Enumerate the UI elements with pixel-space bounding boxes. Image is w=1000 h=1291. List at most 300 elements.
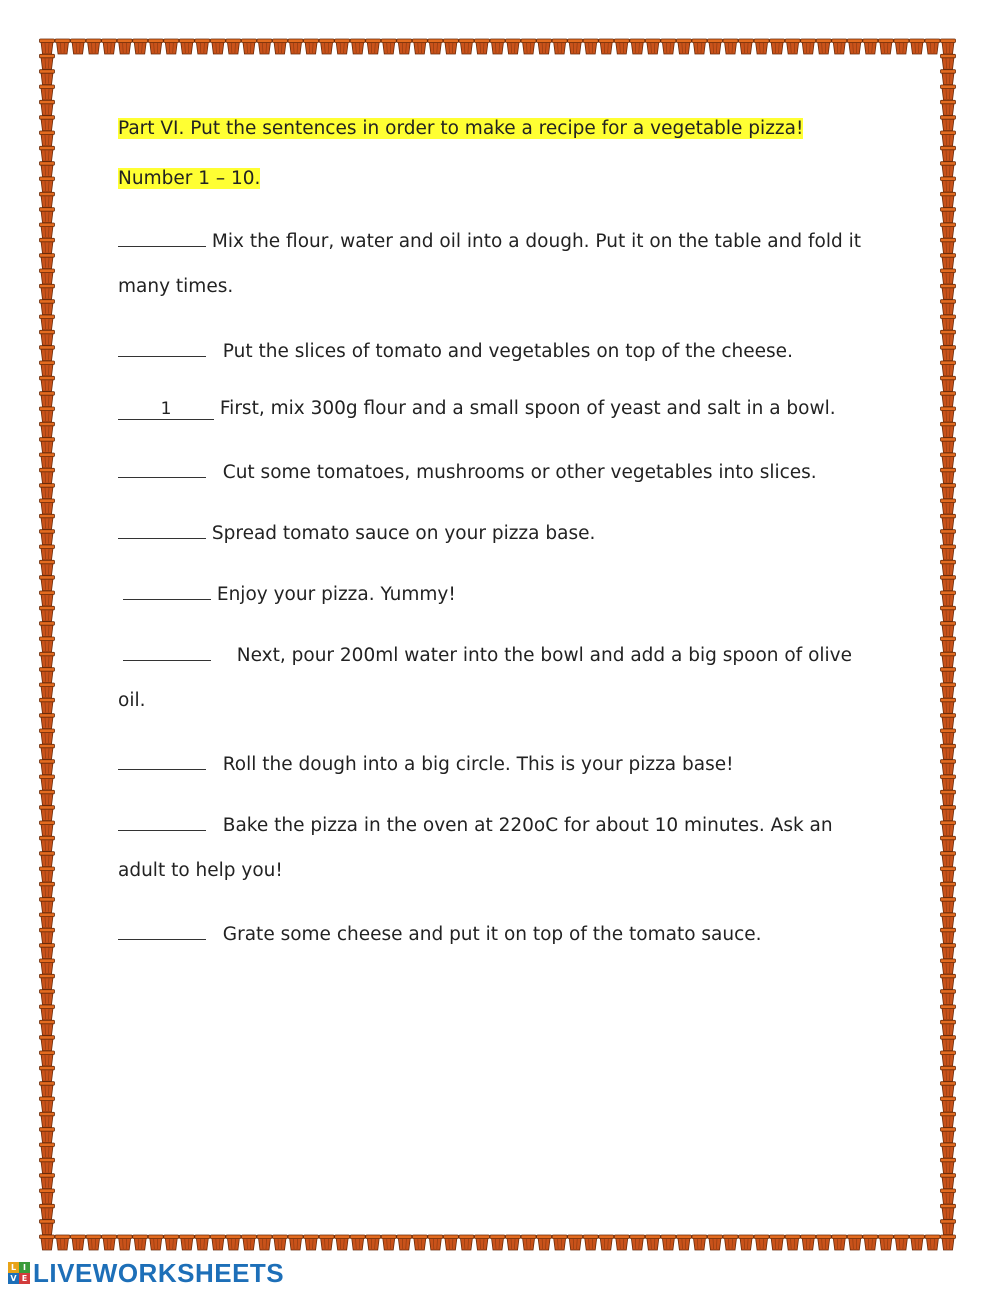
flowerpot-icon bbox=[941, 392, 956, 407]
flowerpot-icon bbox=[941, 1066, 956, 1081]
flowerpot-icon bbox=[941, 775, 956, 790]
answer-blank[interactable]: 1 bbox=[118, 399, 214, 420]
flowerpot-icon bbox=[739, 1235, 754, 1250]
flowerpot-icon bbox=[692, 39, 707, 54]
flowerpot-icon bbox=[40, 668, 55, 683]
flowerpot-icon bbox=[40, 514, 55, 529]
item-continuation: adult to help you! bbox=[118, 860, 283, 881]
flowerpot-icon bbox=[537, 39, 552, 54]
item-text: Mix the flour, water and oil into a dough. Put it on the table and fold it bbox=[211, 231, 861, 252]
flowerpot-icon bbox=[941, 1112, 956, 1127]
flowerpot-icon bbox=[459, 1235, 474, 1250]
flowerpot-icon bbox=[707, 39, 722, 54]
item-text: First, mix 300g flour and a small spoon of yeast and salt in a bowl. bbox=[219, 398, 836, 419]
item-text: Spread tomato sauce on your pizza base. bbox=[211, 523, 596, 544]
flowerpot-icon bbox=[941, 1204, 956, 1219]
flowerpot-icon bbox=[941, 177, 956, 192]
flowerpot-icon bbox=[40, 622, 55, 637]
flowerpot-icon bbox=[40, 422, 55, 437]
flowerpot-icon bbox=[894, 39, 909, 54]
flowerpot-icon bbox=[599, 39, 614, 54]
flowerpot-icon bbox=[909, 39, 924, 54]
flowerpot-icon bbox=[941, 70, 956, 85]
flowerpot-icon bbox=[941, 913, 956, 928]
flowerpot-icon bbox=[55, 1235, 70, 1250]
flowerpot-icon bbox=[941, 668, 956, 683]
flowerpot-icon bbox=[40, 560, 55, 575]
flowerpot-icon bbox=[40, 652, 55, 667]
flowerpot-icon bbox=[941, 39, 956, 54]
flowerpot-icon bbox=[863, 39, 878, 54]
flowerpot-icon bbox=[40, 637, 55, 652]
item-text: Bake the pizza in the oven at 220oC for about 10 minutes. Ask an bbox=[222, 815, 833, 836]
flowerpot-icon bbox=[474, 39, 489, 54]
logo-text: LIVEWORKSHEETS bbox=[33, 1257, 285, 1288]
item-text: Grate some cheese and put it on top of the tomato sauce. bbox=[222, 924, 762, 945]
flowerpot-icon bbox=[941, 760, 956, 775]
flowerpot-icon bbox=[941, 683, 956, 698]
flowerpot-icon bbox=[210, 39, 225, 54]
flowerpot-icon bbox=[941, 346, 956, 361]
flowerpot-icon bbox=[847, 1235, 862, 1250]
flowerpot-icon bbox=[941, 1158, 956, 1173]
flowerpot-icon bbox=[599, 1235, 614, 1250]
flowerpot-icon bbox=[941, 85, 956, 100]
flowerpot-icon bbox=[941, 1143, 956, 1158]
item-continuation: oil. bbox=[118, 690, 146, 711]
flowerpot-icon bbox=[801, 1235, 816, 1250]
flowerpot-icon bbox=[941, 990, 956, 1005]
flowerpot-icon bbox=[941, 836, 956, 851]
flowerpot-icon bbox=[941, 269, 956, 284]
flowerpot-icon bbox=[941, 453, 956, 468]
flowerpot-icon bbox=[770, 1235, 785, 1250]
flowerpot-icon bbox=[55, 39, 70, 54]
list-item bbox=[118, 336, 888, 365]
flowerpot-icon bbox=[521, 1235, 536, 1250]
flowerpot-icon bbox=[102, 1235, 117, 1250]
flowerpot-icon bbox=[941, 100, 956, 115]
flowerpot-icon bbox=[40, 468, 55, 483]
flowerpot-icon bbox=[443, 1235, 458, 1250]
flowerpot-icon bbox=[40, 714, 55, 729]
flowerpot-icon bbox=[941, 131, 956, 146]
flowerpot-icon bbox=[941, 928, 956, 943]
flowerpot-icon bbox=[692, 1235, 707, 1250]
answer-blank[interactable] bbox=[118, 518, 206, 539]
flowerpot-icon bbox=[273, 39, 288, 54]
flowerpot-icon bbox=[754, 1235, 769, 1250]
flowerpot-icon bbox=[941, 530, 956, 545]
flowerpot-icon bbox=[941, 622, 956, 637]
flowerpot-icon bbox=[506, 39, 521, 54]
flowerpot-icon bbox=[941, 806, 956, 821]
flowerpot-icon bbox=[941, 729, 956, 744]
flowerpot-icon bbox=[941, 1036, 956, 1051]
flowerpot-icon bbox=[941, 790, 956, 805]
flowerpot-icon bbox=[941, 652, 956, 667]
flowerpot-icon bbox=[40, 1235, 55, 1250]
flowerpot-icon bbox=[412, 1235, 427, 1250]
flowerpot-icon bbox=[40, 944, 55, 959]
flowerpot-icon bbox=[164, 39, 179, 54]
flowerpot-icon bbox=[40, 698, 55, 713]
flowerpot-icon bbox=[40, 1204, 55, 1219]
flowerpot-icon bbox=[474, 1235, 489, 1250]
flowerpot-icon bbox=[40, 1036, 55, 1051]
flowerpot-icon bbox=[319, 1235, 334, 1250]
flowerpot-icon bbox=[941, 1128, 956, 1143]
flowerpot-icon bbox=[179, 1235, 194, 1250]
answer-blank[interactable] bbox=[118, 226, 206, 247]
flowerpot-icon bbox=[723, 39, 738, 54]
flowerpot-icon bbox=[86, 1235, 101, 1250]
flowerpot-icon bbox=[568, 39, 583, 54]
flowerpot-icon bbox=[785, 1235, 800, 1250]
flowerpot-icon bbox=[941, 1189, 956, 1204]
flowerpot-icon bbox=[40, 683, 55, 698]
flowerpot-icon bbox=[40, 1128, 55, 1143]
flowerpot-icon bbox=[941, 192, 956, 207]
flowerpot-icon bbox=[878, 39, 893, 54]
flowerpot-icon bbox=[40, 376, 55, 391]
flowerpot-icon bbox=[40, 223, 55, 238]
flowerpot-icon bbox=[40, 1220, 55, 1235]
flowerpot-icon bbox=[941, 867, 956, 882]
flowerpot-icon bbox=[941, 591, 956, 606]
flowerpot-icon bbox=[40, 729, 55, 744]
list-item bbox=[118, 810, 888, 839]
flowerpot-icon bbox=[40, 131, 55, 146]
flowerpot-icon bbox=[241, 39, 256, 54]
flowerpot-icon bbox=[40, 898, 55, 913]
flowerpot-icon bbox=[909, 1235, 924, 1250]
flowerpot-icon bbox=[941, 1005, 956, 1020]
flowerpot-icon bbox=[941, 698, 956, 713]
flowerpot-icon bbox=[894, 1235, 909, 1250]
flowerpot-icon bbox=[630, 39, 645, 54]
flowerpot-icon bbox=[40, 407, 55, 422]
worksheet-title bbox=[118, 116, 803, 142]
flowerpot-icon bbox=[676, 1235, 691, 1250]
flowerpot-icon bbox=[40, 315, 55, 330]
flowerpot-icon bbox=[288, 39, 303, 54]
flowerpot-icon bbox=[459, 39, 474, 54]
flowerpot-icon bbox=[40, 882, 55, 897]
flowerpot-icon bbox=[40, 146, 55, 161]
flowerpot-icon bbox=[941, 238, 956, 253]
flowerpot-icon bbox=[630, 1235, 645, 1250]
flowerpot-icon bbox=[537, 1235, 552, 1250]
flowerpot-icon bbox=[102, 39, 117, 54]
flowerpot-icon bbox=[941, 1020, 956, 1035]
flowerpot-icon bbox=[941, 821, 956, 836]
flowerpot-icon bbox=[941, 852, 956, 867]
flowerpot-icon bbox=[941, 1051, 956, 1066]
flowerpot-icon bbox=[941, 959, 956, 974]
flowerpot-icon bbox=[40, 928, 55, 943]
flowerpot-icon bbox=[614, 39, 629, 54]
flowerpot-icon bbox=[288, 1235, 303, 1250]
flowerpot-icon bbox=[816, 39, 831, 54]
flowerpot-icon bbox=[71, 1235, 86, 1250]
flowerpot-icon bbox=[490, 1235, 505, 1250]
flowerpot-icon bbox=[941, 560, 956, 575]
flowerpot-icon bbox=[941, 484, 956, 499]
flowerpot-icon bbox=[71, 39, 86, 54]
flowerpot-icon bbox=[381, 39, 396, 54]
answer-blank[interactable] bbox=[118, 336, 206, 357]
flowerpot-icon bbox=[40, 959, 55, 974]
flowerpot-icon bbox=[941, 376, 956, 391]
flowerpot-icon bbox=[941, 1220, 956, 1235]
logo-badge-icon: L I V E bbox=[8, 1262, 30, 1284]
flowerpot-icon bbox=[164, 1235, 179, 1250]
flowerpot-icon bbox=[40, 70, 55, 85]
flowerpot-icon bbox=[40, 208, 55, 223]
flowerpot-icon bbox=[40, 300, 55, 315]
flowerpot-icon bbox=[941, 1174, 956, 1189]
answer-blank[interactable] bbox=[118, 457, 206, 478]
flowerpot-icon bbox=[40, 346, 55, 361]
list-item bbox=[118, 226, 888, 255]
flowerpot-icon bbox=[366, 1235, 381, 1250]
flowerpot-icon bbox=[304, 1235, 319, 1250]
flowerpot-icon bbox=[941, 284, 956, 299]
flowerpot-icon bbox=[241, 1235, 256, 1250]
flowerpot-icon bbox=[941, 438, 956, 453]
flowerpot-icon bbox=[941, 1235, 956, 1250]
flowerpot-icon bbox=[273, 1235, 288, 1250]
flowerpot-icon bbox=[941, 254, 956, 269]
flowerpot-icon bbox=[350, 39, 365, 54]
flowerpot-icon bbox=[397, 1235, 412, 1250]
flowerpot-icon bbox=[335, 39, 350, 54]
flowerpot-icon bbox=[40, 1051, 55, 1066]
flowerpot-icon bbox=[770, 39, 785, 54]
item-text: Cut some tomatoes, mushrooms or other vegetables into slices. bbox=[222, 462, 817, 483]
flowerpot-icon bbox=[40, 530, 55, 545]
list-item bbox=[118, 457, 888, 486]
flowerpot-icon bbox=[179, 39, 194, 54]
flowerpot-icon bbox=[40, 591, 55, 606]
flowerpot-icon bbox=[86, 39, 101, 54]
item-text: Enjoy your pizza. Yummy! bbox=[216, 584, 456, 605]
flowerpot-icon bbox=[754, 39, 769, 54]
flowerpot-icon bbox=[117, 1235, 132, 1250]
flowerpot-icon bbox=[40, 116, 55, 131]
flowerpot-icon bbox=[40, 1189, 55, 1204]
flowerpot-icon bbox=[583, 39, 598, 54]
flowerpot-icon bbox=[40, 1020, 55, 1035]
flowerpot-icon bbox=[40, 545, 55, 560]
flowerpot-icon bbox=[521, 39, 536, 54]
flowerpot-icon bbox=[40, 238, 55, 253]
liveworksheets-logo[interactable] bbox=[8, 1259, 284, 1287]
flowerpot-icon bbox=[941, 223, 956, 238]
flowerpot-icon bbox=[568, 1235, 583, 1250]
list-item bbox=[118, 749, 888, 778]
flowerpot-icon bbox=[583, 1235, 598, 1250]
flowerpot-icon bbox=[40, 1097, 55, 1112]
flowerpot-icon bbox=[941, 300, 956, 315]
flowerpot-icon bbox=[226, 39, 241, 54]
flowerpot-icon bbox=[614, 1235, 629, 1250]
answer-blank[interactable] bbox=[123, 579, 211, 600]
flowerpot-icon bbox=[941, 974, 956, 989]
flowerpot-icon bbox=[40, 85, 55, 100]
flowerpot-icon bbox=[941, 637, 956, 652]
flowerpot-icon bbox=[661, 39, 676, 54]
flowerpot-icon bbox=[490, 39, 505, 54]
flowerpot-icon bbox=[941, 882, 956, 897]
flowerpot-icon bbox=[40, 100, 55, 115]
answer-blank[interactable] bbox=[123, 640, 211, 661]
flowerpot-icon bbox=[40, 1005, 55, 1020]
flowerpot-icon bbox=[941, 898, 956, 913]
flowerpot-icon bbox=[40, 913, 55, 928]
flowerpot-icon bbox=[381, 1235, 396, 1250]
flowerpot-icon bbox=[133, 1235, 148, 1250]
flowerpot-icon bbox=[40, 54, 55, 69]
flowerpot-icon bbox=[832, 39, 847, 54]
flowerpot-icon bbox=[941, 315, 956, 330]
subtitle-highlight: Number 1 – 10. bbox=[118, 168, 261, 189]
flowerpot-icon bbox=[941, 744, 956, 759]
flowerpot-icon bbox=[941, 208, 956, 223]
flowerpot-icon bbox=[40, 162, 55, 177]
flowerpot-icon bbox=[40, 39, 55, 54]
flowerpot-icon bbox=[941, 361, 956, 376]
flowerpot-icon bbox=[40, 254, 55, 269]
flowerpot-icon bbox=[117, 39, 132, 54]
flowerpot-icon bbox=[443, 39, 458, 54]
flowerpot-icon bbox=[878, 1235, 893, 1250]
flowerpot-icon bbox=[941, 54, 956, 69]
flowerpot-icon bbox=[941, 499, 956, 514]
flowerpot-icon bbox=[428, 39, 443, 54]
flowerpot-icon bbox=[40, 1143, 55, 1158]
worksheet-subtitle bbox=[118, 166, 260, 192]
flowerpot-icon bbox=[40, 576, 55, 591]
flowerpot-icon bbox=[304, 39, 319, 54]
flowerpot-icon bbox=[226, 1235, 241, 1250]
answer-blank[interactable] bbox=[118, 919, 206, 940]
flowerpot-icon bbox=[661, 1235, 676, 1250]
list-item bbox=[118, 579, 888, 608]
flowerpot-icon bbox=[40, 821, 55, 836]
flowerpot-icon bbox=[941, 146, 956, 161]
flowerpot-icon bbox=[40, 1066, 55, 1081]
flowerpot-icon bbox=[40, 974, 55, 989]
flowerpot-icon bbox=[40, 606, 55, 621]
flowerpot-icon bbox=[941, 422, 956, 437]
flowerpot-icon bbox=[941, 576, 956, 591]
flowerpot-icon bbox=[40, 990, 55, 1005]
flowerpot-icon bbox=[941, 545, 956, 560]
flowerpot-icon bbox=[397, 39, 412, 54]
flowerpot-icon bbox=[148, 1235, 163, 1250]
flowerpot-icon bbox=[40, 760, 55, 775]
flowerpot-icon bbox=[40, 453, 55, 468]
flowerpot-icon bbox=[133, 39, 148, 54]
flowerpot-icon bbox=[412, 39, 427, 54]
flowerpot-icon bbox=[319, 39, 334, 54]
item-text: Put the slices of tomato and vegetables on top of the cheese. bbox=[222, 341, 793, 362]
flowerpot-icon bbox=[941, 1097, 956, 1112]
flowerpot-icon bbox=[40, 1158, 55, 1173]
item-continuation: many times. bbox=[118, 276, 234, 297]
flowerpot-icon bbox=[832, 1235, 847, 1250]
flowerpot-icon bbox=[335, 1235, 350, 1250]
flowerpot-icon bbox=[40, 484, 55, 499]
flowerpot-icon bbox=[195, 39, 210, 54]
flowerpot-icon bbox=[941, 714, 956, 729]
flowerpot-icon bbox=[506, 1235, 521, 1250]
flowerpot-icon bbox=[40, 392, 55, 407]
flowerpot-icon bbox=[40, 1112, 55, 1127]
flowerpot-icon bbox=[40, 438, 55, 453]
flowerpot-icon bbox=[941, 162, 956, 177]
item-text: Next, pour 200ml water into the bowl and add a big spoon of olive bbox=[236, 645, 853, 666]
flowerpot-icon bbox=[941, 1082, 956, 1097]
flowerpot-icon bbox=[350, 1235, 365, 1250]
flowerpot-icon bbox=[847, 39, 862, 54]
flowerpot-icon bbox=[366, 39, 381, 54]
flowerpot-icon bbox=[195, 1235, 210, 1250]
title-highlight: Part VI. Put the sentences in order to make a recipe for a vegetable pizza! bbox=[118, 118, 804, 139]
flowerpot-icon bbox=[785, 39, 800, 54]
flowerpot-icon bbox=[40, 806, 55, 821]
flowerpot-icon bbox=[645, 39, 660, 54]
flowerpot-icon bbox=[941, 330, 956, 345]
flowerpot-icon bbox=[40, 867, 55, 882]
flowerpot-icon bbox=[941, 116, 956, 131]
flowerpot-icon bbox=[941, 606, 956, 621]
flowerpot-icon bbox=[40, 790, 55, 805]
flowerpot-icon bbox=[941, 468, 956, 483]
flowerpot-icon bbox=[40, 852, 55, 867]
flowerpot-icon bbox=[676, 39, 691, 54]
flowerpot-icon bbox=[40, 1174, 55, 1189]
answer-blank[interactable] bbox=[118, 749, 206, 770]
flowerpot-icon bbox=[257, 1235, 272, 1250]
flowerpot-icon bbox=[801, 39, 816, 54]
flowerpot-icon bbox=[40, 744, 55, 759]
flowerpot-icon bbox=[148, 39, 163, 54]
flowerpot-icon bbox=[723, 1235, 738, 1250]
item-text: Roll the dough into a big circle. This is your pizza base! bbox=[222, 754, 734, 775]
flowerpot-icon bbox=[210, 1235, 225, 1250]
flowerpot-icon bbox=[552, 39, 567, 54]
list-item bbox=[118, 919, 888, 948]
answer-blank[interactable] bbox=[118, 810, 206, 831]
flowerpot-icon bbox=[40, 1082, 55, 1097]
flowerpot-icon bbox=[863, 1235, 878, 1250]
flowerpot-icon bbox=[40, 269, 55, 284]
flowerpot-icon bbox=[739, 39, 754, 54]
flowerpot-icon bbox=[40, 775, 55, 790]
flowerpot-icon bbox=[40, 330, 55, 345]
list-item bbox=[118, 518, 888, 547]
list-item bbox=[118, 396, 888, 422]
flowerpot-icon bbox=[925, 39, 940, 54]
flowerpot-icon bbox=[40, 284, 55, 299]
flowerpot-icon bbox=[941, 944, 956, 959]
flowerpot-icon bbox=[40, 361, 55, 376]
flowerpot-icon bbox=[941, 407, 956, 422]
flowerpot-icon bbox=[257, 39, 272, 54]
